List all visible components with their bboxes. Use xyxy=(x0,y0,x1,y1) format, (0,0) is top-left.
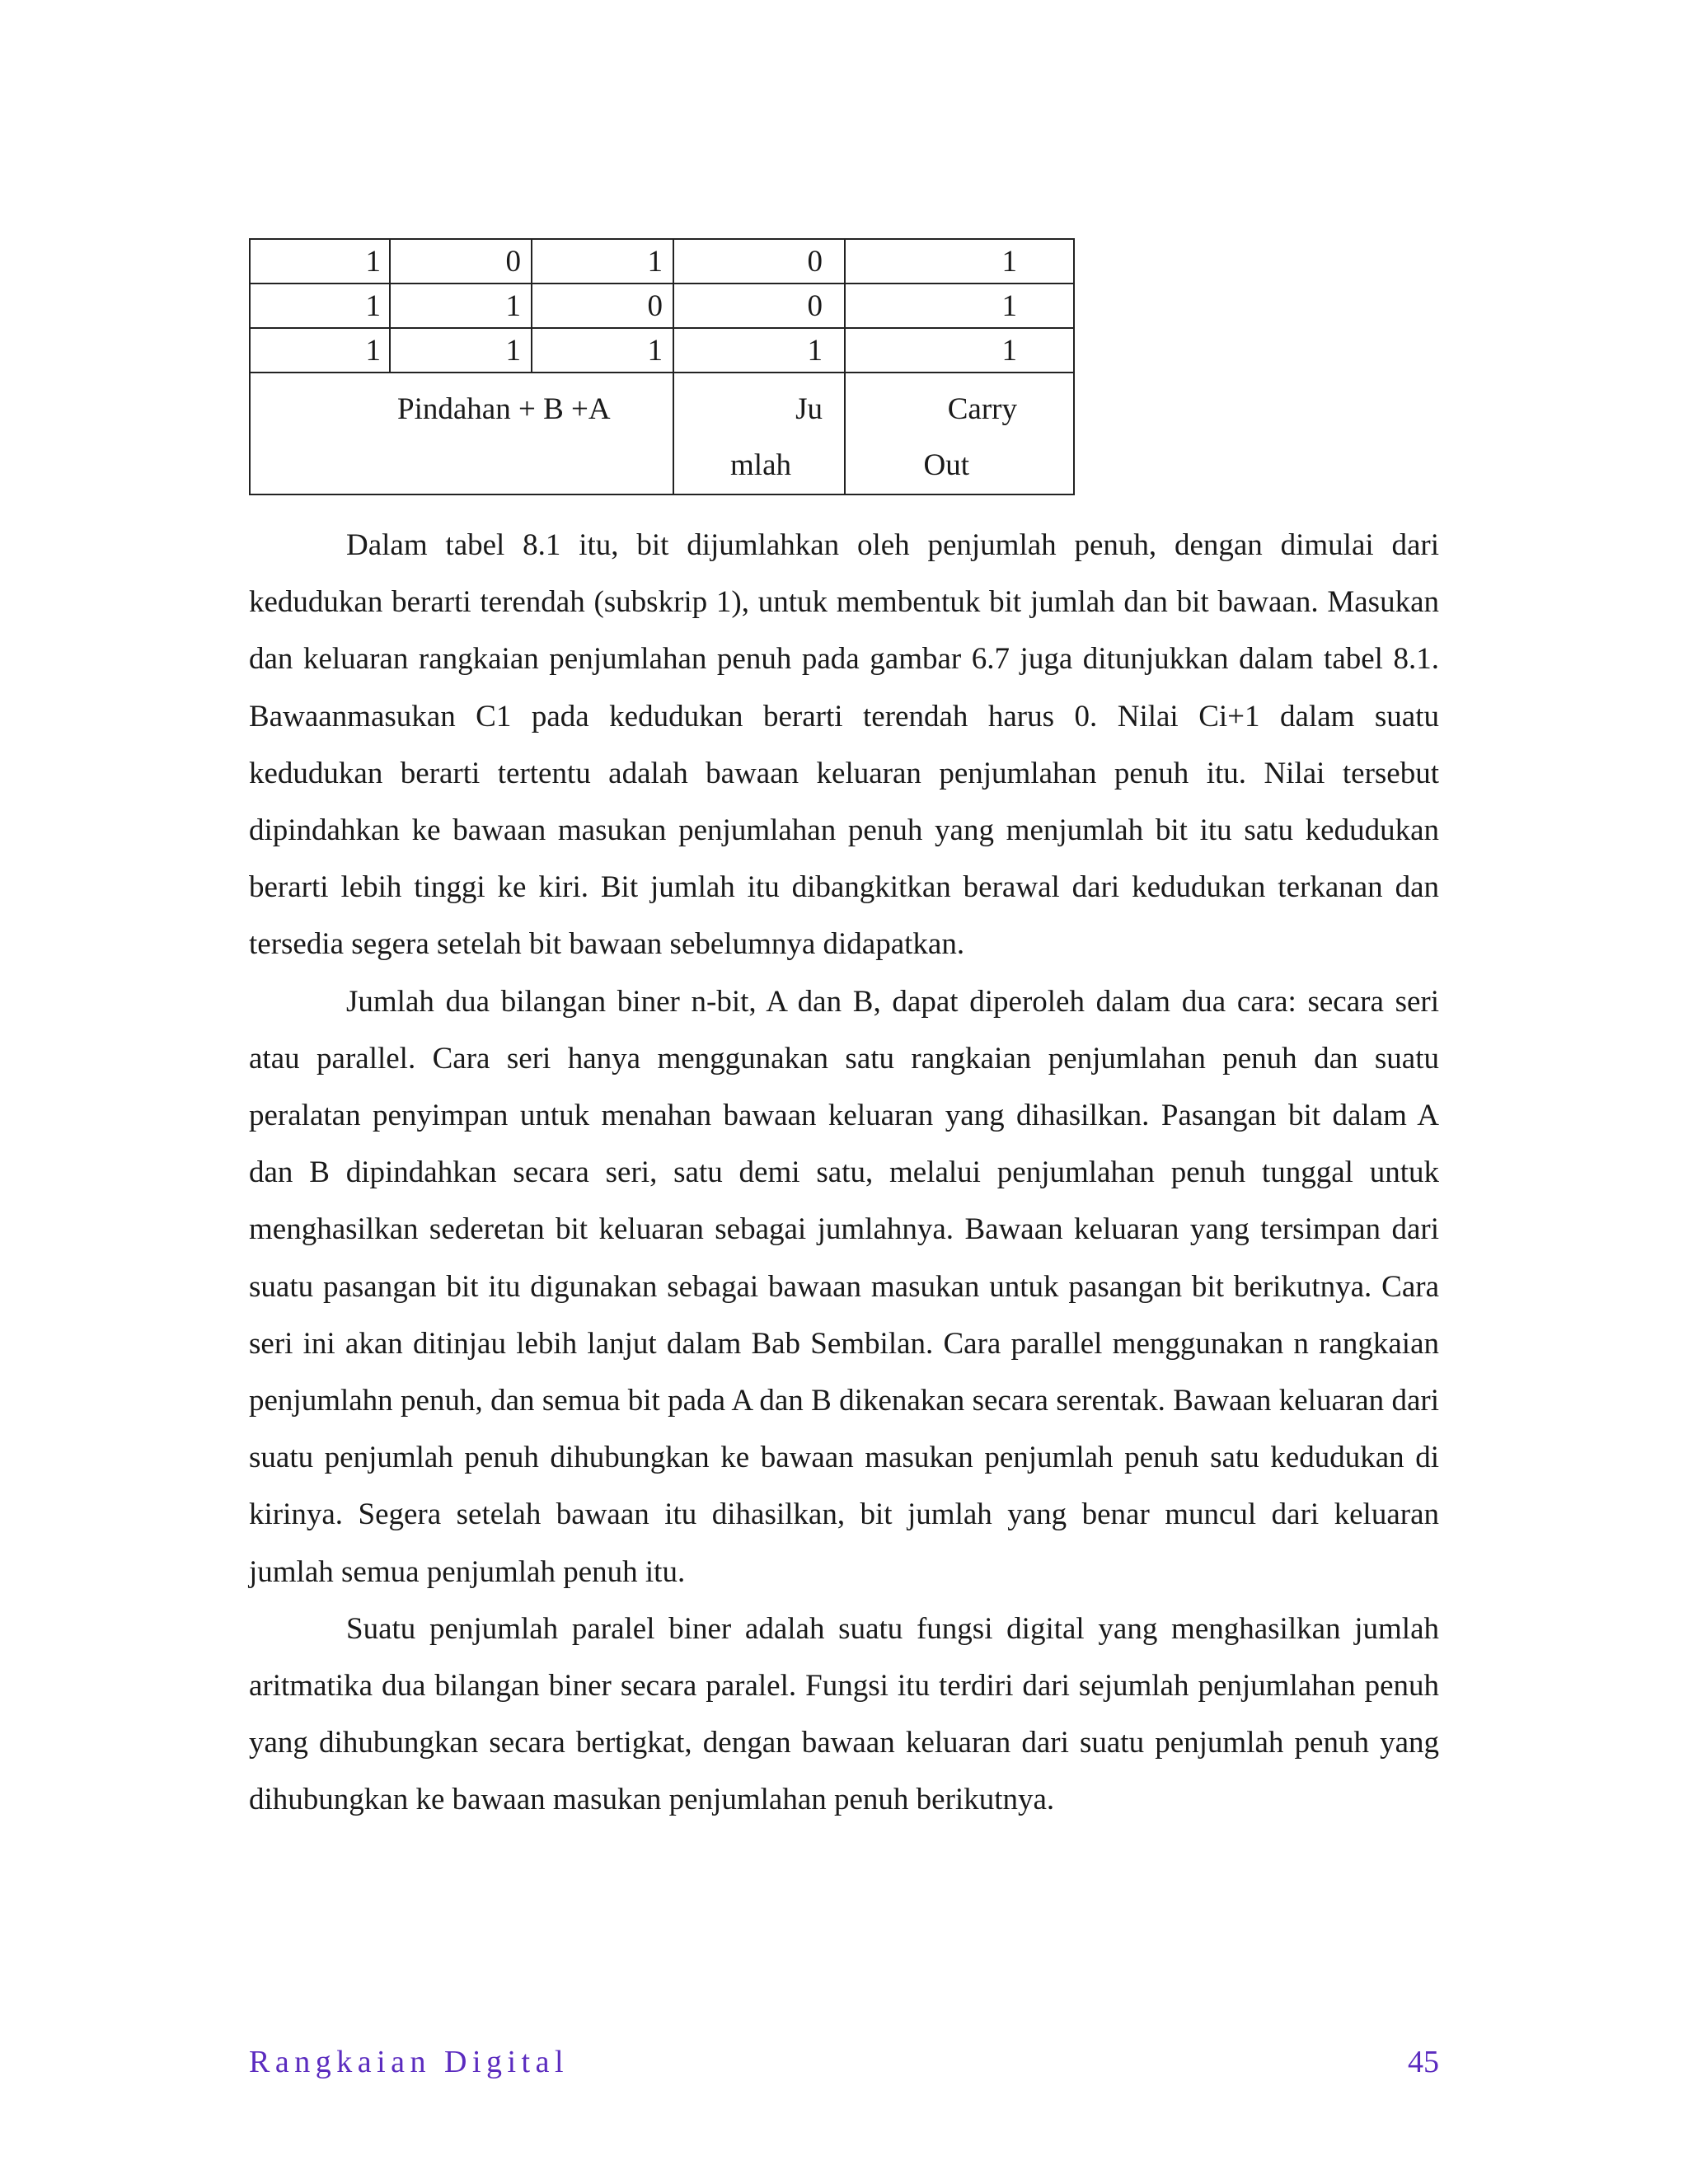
jumlah-label-line1: Ju xyxy=(795,392,823,426)
paragraph: Jumlah dua bilangan biner n-bit, A dan B, dapat diperoleh dalam dua cara: secara seri atau parallel. Cara seri hanya menggunakan satu rangkaian penjumlahan penuh dan suatu peralatan penyimpan untuk menahan bawaan keluaran yang dihasilkan. Pasangan bit dalam A dan B dipindahkan secara seri, satu demi satu, melalui penjumlahan penuh tunggal untuk menghasilkan sederetan bit keluaran sebagai jumlahnya. Bawaan keluaran yang tersimpan dari suatu pasangan bit itu digunakan sebagai bawaan masukan untuk pasangan bit berikutnya. Cara seri ini akan ditinjau lebih lanjut dalam Bab Sembilan. Cara parallel menggunakan n rangkaian penjumlahn penuh, dan semua bit pada A dan B dikenakan secara serentak. Bawaan keluaran dari suatu penjumlah penuh dihubungkan ke bawaan masukan penjumlah penuh satu kedudukan di kirinya. Segera setelah bawaan itu dihasilkan, bit jumlah yang benar muncul dari keluaran jumlah semua penjumlah penuh itu. xyxy=(249,984,1439,1589)
table-cell: 1 xyxy=(390,284,532,328)
table-row xyxy=(250,328,1074,373)
carry-label-line2: Out xyxy=(923,448,969,482)
table-footer-carry xyxy=(845,373,1074,494)
table-cell: 1 xyxy=(250,328,390,373)
table-cell: 0 xyxy=(532,284,673,328)
table-cell: 0 xyxy=(673,239,845,284)
table-cell: 1 xyxy=(250,239,390,284)
table-row xyxy=(250,284,1074,328)
table-cell: 1 xyxy=(532,239,673,284)
paragraph: Dalam tabel 8.1 itu, bit dijumlahkan oleh penjumlah penuh, dengan dimulai dari kedudukan berarti terendah (subskrip 1), untuk membentuk bit jumlah dan bit bawaan. Masukan dan keluaran rangkaian penjumlahan penuh pada gambar 6.7 juga ditunjukkan dalam tabel 8.1. Bawaanmasukan C1 pada kedudukan berarti terendah harus 0. Nilai Ci+1 dalam suatu kedudukan berarti tertentu adalah bawaan keluaran penjumlahan penuh itu. Nilai tersebut dipindahkan ke bawaan masukan penjumlahan penuh yang menjumlah bit itu satu kedudukan berarti lebih tinggi ke kiri. Bit jumlah itu dibangkitkan berawal dari kedudukan terkanan dan tersedia segera setelah bit bawaan sebelumnya didapatkan. xyxy=(249,528,1439,962)
truth-table xyxy=(249,238,1075,495)
page-footer xyxy=(249,2044,1439,2093)
running-title: Rangkaian Digital xyxy=(249,2045,570,2079)
table-footer-jumlah xyxy=(673,373,845,494)
carry-label-line1: Carry xyxy=(947,392,1017,426)
table-cell: 0 xyxy=(673,284,845,328)
table-footer-row xyxy=(250,373,1074,494)
body-text xyxy=(249,517,1439,1829)
table-cell: 1 xyxy=(845,239,1074,284)
table-cell: 1 xyxy=(532,328,673,373)
table-cell: 0 xyxy=(390,239,532,284)
paragraph: Suatu penjumlah paralel biner adalah suatu fungsi digital yang menghasilkan jumlah aritmatika dua bilangan biner secara paralel. Fungsi itu terdiri dari sejumlah penjumlahan penuh yang dihubungkan secara bertigkat, dengan bawaan keluaran dari suatu penjumlah penuh yang dihubungkan ke bawaan masukan penjumlahan penuh berikutnya. xyxy=(249,1611,1439,1817)
table-cell: 1 xyxy=(250,284,390,328)
table-row xyxy=(250,239,1074,284)
page-number: 45 xyxy=(1408,2045,1439,2079)
pindahan-label: Pindahan + B +A xyxy=(397,392,611,426)
jumlah-label-line2: mlah xyxy=(730,448,791,482)
table-cell: 1 xyxy=(390,328,532,373)
table-footer-pindahan xyxy=(250,373,673,494)
table-cell: 1 xyxy=(673,328,845,373)
table-cell: 1 xyxy=(845,284,1074,328)
table-cell: 1 xyxy=(845,328,1074,373)
